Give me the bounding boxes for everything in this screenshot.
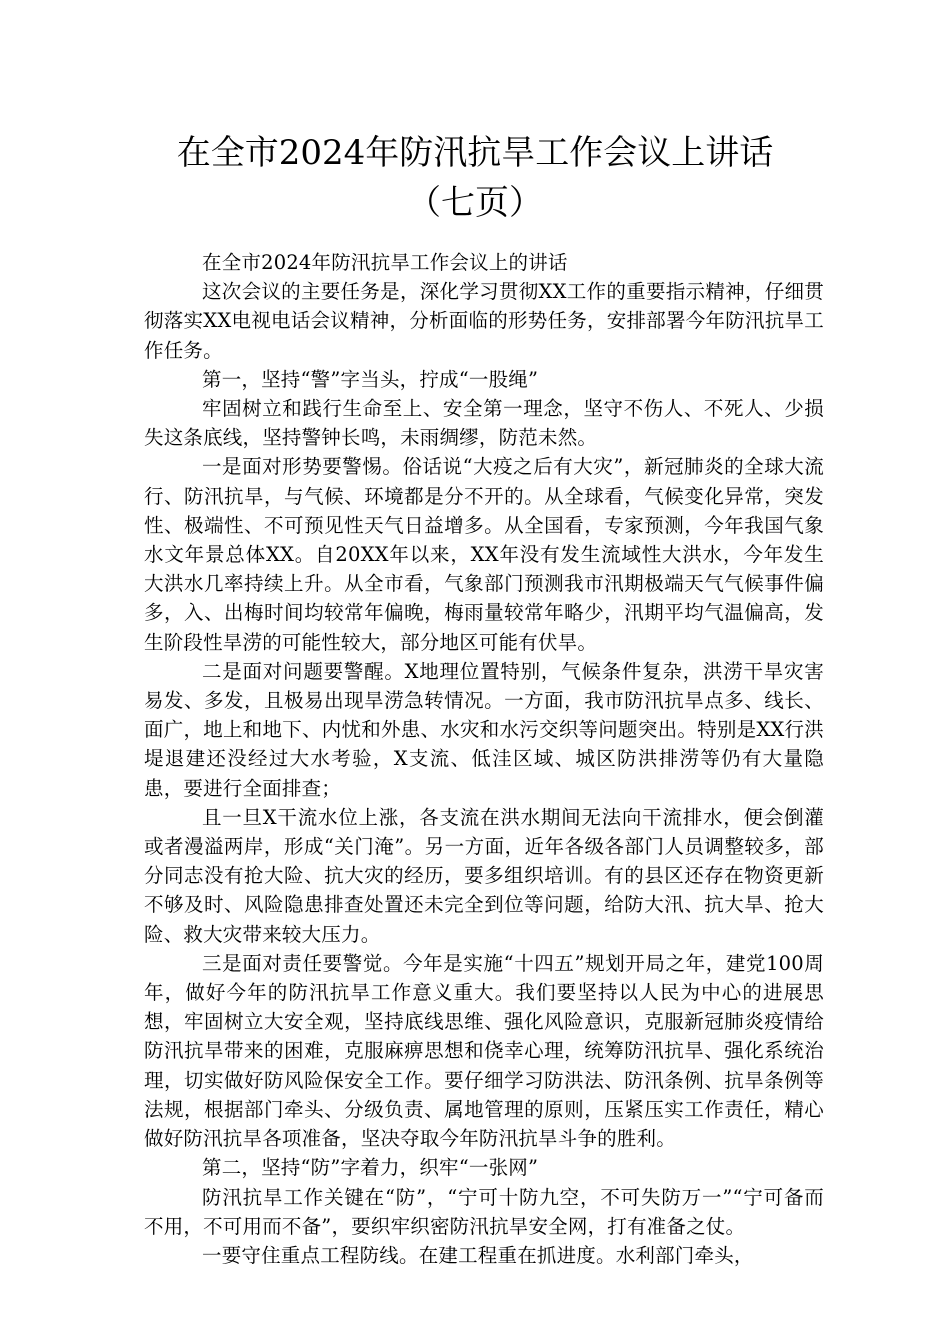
paragraph: 一是面对形势要警惕。俗话说“大疫之后有大灾”，新冠肺炎的全球大流行、防汛抗旱，与气候、环境都是分不开的。从全球看，气候变化异常，突发性、极端性、不可预见性天气日益增多。从全国看，专家预测，今年我国气象水文年景总体XX。自20XX年以来，XX年没有发生流域性大洪水，今年发生大洪水几率持续上升。从全市看，气象部门预测我市汛期极端天气气候事件偏多，入、出梅时间均较常年偏晚，梅雨量较常年略少，汛期平均气温偏高，发生阶段性旱涝的可能性较大，部分地区可能有伏旱。 — [144, 455, 824, 654]
title-line-main: 在全市2024年防汛抗旱工作会议上讲话 — [176, 133, 774, 173]
paragraph: 且一旦X干流水位上涨，各支流在洪水期间无法向干流排水，便会倒灌或者漫溢两岸，形成“关门淹”。另一方面，近年各级各部门人员调整较多，部分同志没有抢大险、抗大灾的经历，要多组织培训。有的县区还存在物资更新不够及时、风险隐患排查处置还未完全到位等问题，给防大汛、抗大旱、抢大险、救大灾带来较大压力。 — [144, 805, 824, 946]
paragraph-subtitle: 在全市2024年防汛抗旱工作会议上的讲话 — [202, 251, 568, 274]
paragraph: 一要守住重点工程防线。在建工程重在抓进度。水利部门牵头， — [202, 1243, 754, 1267]
document-title — [60, 128, 890, 228]
paragraph: 这次会议的主要任务是，深化学习贯彻XX工作的重要指示精神，仔细贯彻落实XX电视电话会议精神，分析面临的形势任务，安排部署今年防汛抗旱工作任务。 — [144, 280, 824, 362]
paragraph: 牢固树立和践行生命至上、安全第一理念，坚守不伤人、不死人、少损失这条底线，坚持警钟长鸣，未雨绸缪，防范未然。 — [144, 397, 824, 450]
paragraph: 防汛抗旱工作关键在“防”，“宁可十防九空，不可失防万一”“宁可备而不用，不可用而不备”，要织牢织密防汛抗旱安全网，打有准备之仗。 — [144, 1185, 824, 1238]
section-heading-1: 第一，坚持“警”字当头，拧成“一股绳” — [202, 367, 539, 391]
paragraph: 三是面对责任要警觉。今年是实施“十四五”规划开局之年，建党100周年，做好今年的防汛抗旱工作意义重大。我们要坚持以人民为中心的进展思想，牢固树立大安全观，坚持底线思维、强化风险意识，克服新冠肺炎疫情给防汛抗旱带来的困难，克服麻痹思想和侥幸心理，统筹防汛抗旱、强化系统治理，切实做好防风险保安全工作。要仔细学习防洪法、防汛条例、抗旱条例等法规，根据部门牵头、分级负责、属地管理的原则，压紧压实工作责任，精心做好防汛抗旱各项准备，坚决夺取今年防汛抗旱斗争的胜利。 — [144, 951, 824, 1151]
section-heading-2: 第二，坚持“防”字着力，织牢“一张网” — [202, 1156, 539, 1180]
title-line-pages: （七页） — [407, 183, 543, 223]
paragraph: 二是面对问题要警醒。X地理位置特别，气候条件复杂，洪涝干旱灾害易发、多发，且极易出现旱涝急转情况。一方面，我市防汛抗旱点多、线长、面广，地上和地下、内忧和外患、水灾和水污交织等问题突出。特别是XX行洪堤退建还没经过大水考验，X支流、低洼区域、城区防洪排涝等仍有大量隐患，要进行全面排查； — [144, 659, 824, 800]
document-body — [144, 248, 824, 1270]
